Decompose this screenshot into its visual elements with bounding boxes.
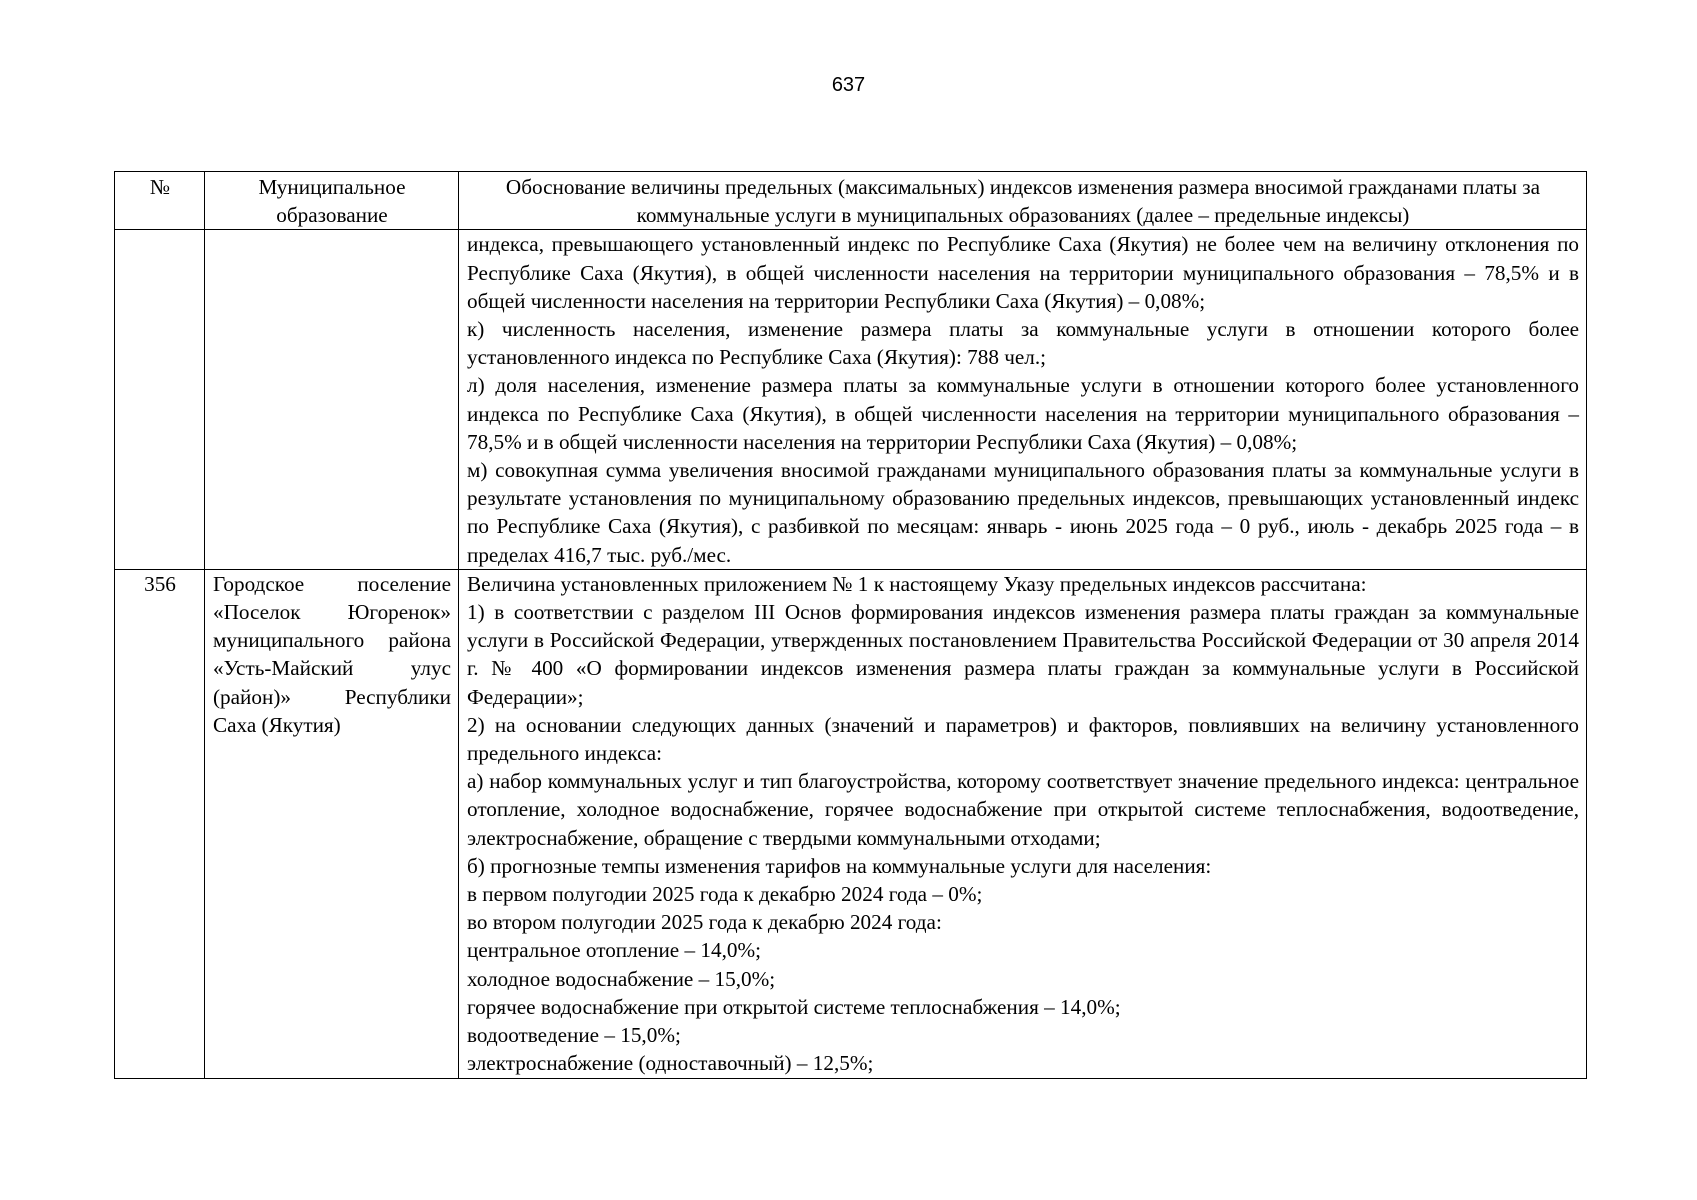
paragraph: горячее водоснабжение при открытой системе теплоснабжения – 14,0%; bbox=[467, 994, 1121, 1019]
justification-table bbox=[114, 171, 1587, 1079]
paragraph: индекса, превышающего установленный индекс по Республике Саха (Якутия) не более чем на величину отклонения по Республике Саха (Якутия), в общей численности населения на территории муниципального образования – 78,5% и в общей численности населения на территории Республики Саха (Якутия) – 0,08%; bbox=[467, 232, 1579, 313]
paragraph: б) прогнозные темпы изменения тарифов на коммунальные услуги для населения: bbox=[467, 853, 1212, 878]
paragraph: л) доля населения, изменение размера платы за коммунальные услуги в отношении которого более установленного индекса по Республике Саха (Якутия), в общей численности населения на территории муниципального образования – 78,5% и в общей численности населения на территории Республики Саха (Якутия) – 0,08%; bbox=[467, 373, 1579, 454]
paragraph: в первом полугодии 2025 года к декабрю 2024 года – 0%; bbox=[467, 882, 983, 907]
paragraph: центральное отопление – 14,0%; bbox=[467, 938, 761, 963]
paragraph: м) совокупная сумма увеличения вносимой гражданами муниципального образования платы за коммунальные услуги в результате установления по муниципальному образованию предельных индексов, превышающих установленный индекс по Республике Саха (Якутия), с разбивкой по месяцам: январь - июнь 2025 года – 0 руб., июль - декабрь 2025 года – в пределах 416,7 тыс. руб./мес. bbox=[467, 458, 1579, 567]
row-municipality: Городское поселение «Поселок Югоренок» муниципального района «Усть-Майский улус (район)» Республики Саха (Якутия) bbox=[205, 569, 459, 1078]
paragraph: 1) в соответствии с разделом III Основ формирования индексов изменения размера платы граждан за коммунальные услуги в Российской Федерации, утвержденных постановлением Правительства Российской Федерации от 30 апреля 2014 г. № 400 «О формировании индексов изменения размера платы граждан за коммунальные услуги в Российской Федерации»; bbox=[467, 600, 1579, 709]
table-header-row bbox=[115, 172, 1587, 230]
paragraph: а) набор коммунальных услуг и тип благоустройства, которому соответствует значение предельного индекса: центральное отопление, холодное водоснабжение, горячее водоснабжение при открытой системе теплоснабжения, водоотведение, электроснабжение, обращение с твердыми коммунальными отходами; bbox=[467, 769, 1579, 850]
table-row bbox=[115, 569, 1587, 1078]
row-municipality bbox=[205, 230, 459, 569]
paragraph: холодное водоснабжение – 15,0%; bbox=[467, 966, 776, 991]
paragraph: во втором полугодии 2025 года к декабрю 2024 года: bbox=[467, 910, 942, 935]
header-municipality: Муниципальное образование bbox=[205, 172, 459, 230]
row-number: 356 bbox=[115, 569, 205, 1078]
row-number bbox=[115, 230, 205, 569]
paragraph: водоотведение – 15,0%; bbox=[467, 1023, 681, 1048]
paragraph: электроснабжение (одноставочный) – 12,5%; bbox=[467, 1051, 874, 1076]
table-row bbox=[115, 230, 1587, 569]
header-number: № bbox=[115, 172, 205, 230]
page-number: 637 bbox=[831, 74, 866, 96]
row-justification bbox=[459, 230, 1587, 569]
row-justification bbox=[459, 569, 1587, 1078]
paragraph: Величина установленных приложением № 1 к настоящему Указу предельных индексов рассчитана: bbox=[467, 571, 1367, 596]
header-justification: Обоснование величины предельных (максимальных) индексов изменения размера вносимой гражданами платы за коммунальные услуги в муниципальных образованиях (далее – предельные индексы) bbox=[459, 172, 1587, 230]
paragraph: 2) на основании следующих данных (значений и параметров) и факторов, повлиявших на величину установленного предельного индекса: bbox=[467, 712, 1579, 766]
paragraph: к) численность населения, изменение размера платы за коммунальные услуги в отношении которого более установленного индекса по Республике Саха (Якутия): 788 чел.; bbox=[467, 317, 1579, 370]
